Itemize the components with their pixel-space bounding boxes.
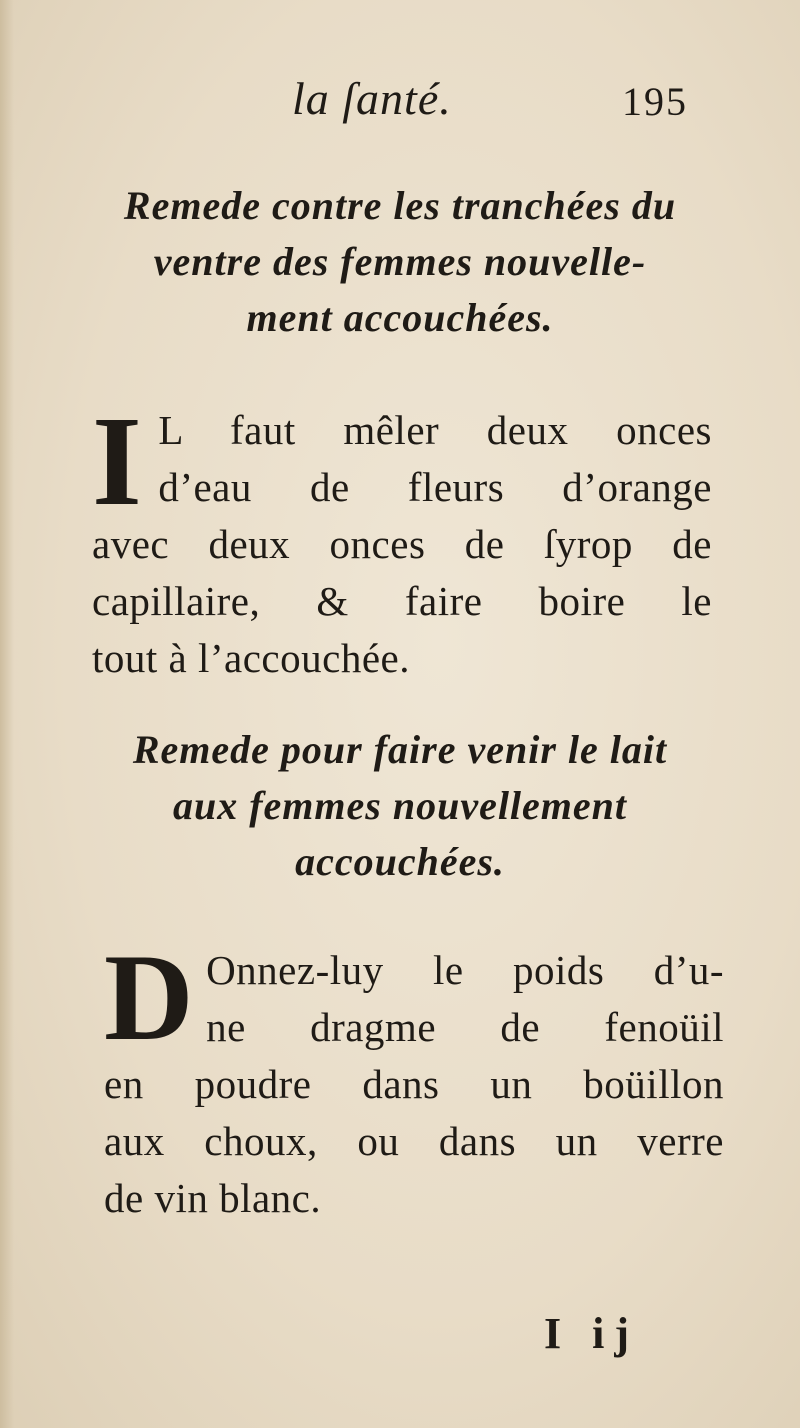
section-heading-lait xyxy=(80,722,720,890)
text-line: avec deux onces de ſyrop de xyxy=(92,521,712,567)
text-line: en poudre dans un boüillon xyxy=(104,1061,724,1107)
heading-line: aux femmes nouvellement xyxy=(172,783,628,828)
text-line: capillaire, & faire boire le xyxy=(92,578,712,624)
drop-cap-initial: I xyxy=(92,390,143,532)
text-line: d’eau de fleurs d’orange xyxy=(158,464,712,510)
paragraph-remedy-lait xyxy=(104,929,724,1227)
signature-mark: I ij xyxy=(544,1309,639,1358)
paragraph-remedy-tranchees xyxy=(92,390,712,687)
text-line: de vin blanc. xyxy=(104,1175,322,1221)
text-line: Onnez-luy le poids d’u- xyxy=(206,947,724,993)
heading-line: Remede contre les tranchées du xyxy=(123,183,677,228)
heading-line: ventre des femmes nouvelle- xyxy=(153,239,647,284)
text-line: aux choux, ou dans un verre xyxy=(104,1118,724,1164)
text-line: tout à l’accouchée. xyxy=(92,635,410,681)
section-heading-tranchees xyxy=(80,178,720,346)
text-line: L faut mêler deux onces xyxy=(158,407,712,453)
drop-cap-initial: D xyxy=(104,929,195,1066)
heading-line: ment accouchées. xyxy=(246,295,554,340)
text-line: ne dragme de fenoüil xyxy=(206,1004,724,1050)
heading-line: Remede pour faire venir le lait xyxy=(132,727,668,772)
running-head xyxy=(0,72,800,142)
running-title: la ſanté. xyxy=(292,73,452,124)
page-number: 195 xyxy=(622,79,688,124)
heading-line: accouchées. xyxy=(295,839,505,884)
